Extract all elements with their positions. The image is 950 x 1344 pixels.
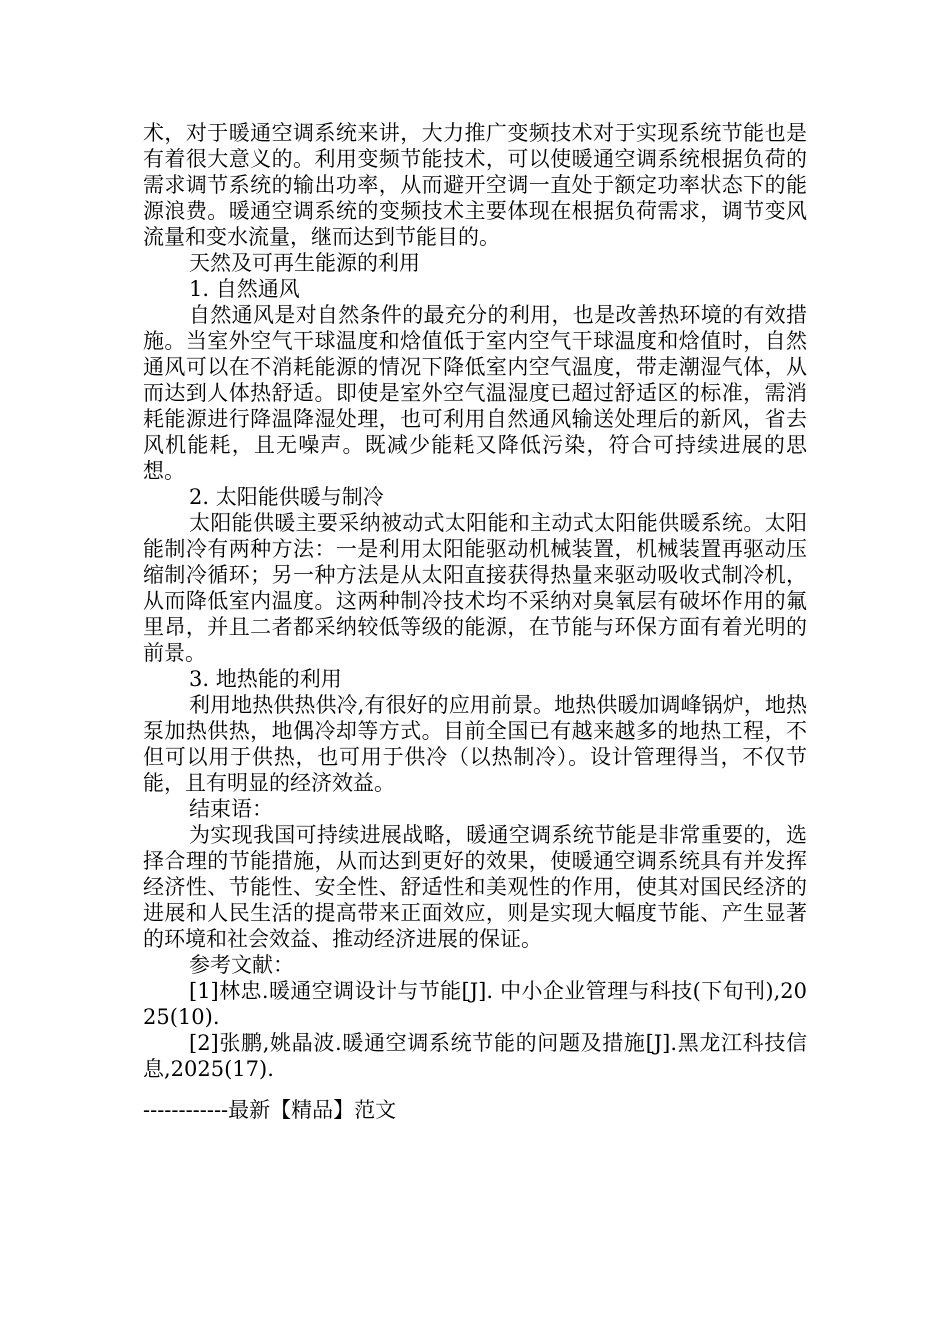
paragraph-conclusion: 为实现我国可持续进展战略，暖通空调系统节能是非常重要的，选择合理的节能措施，从而达到更好的效果，使暖通空调系统具有并发挥经济性、节能性、安全性、舒适性和美观性的作用，使其对国民经济的进展和人民生活的提高带来正面效应，则是实现大幅度节能、产生显著的环境和社会效益、推动经济进展的保证。 [143, 823, 807, 951]
heading-conclusion: 结束语： [189, 797, 273, 821]
heading-natural-ventilation: 1. 自然通风 [189, 277, 300, 301]
reference-item: [2]张鹏,姚晶波.暖通空调系统节能的问题及措施[J].黑龙江科技信息,2025(17). [143, 1031, 807, 1081]
paragraph-natural-ventilation: 自然通风是对自然条件的最充分的利用，也是改善热环境的有效措施。当室外空气干球温度和焓值低于室内空气干球温度和焓值时，自然通风可以在不消耗能源的情况下降低室内空气温度，带走潮湿气体，从而达到人体热舒适。即使是室外空气温湿度已超过舒适区的标准，需消耗能源进行降温降湿处理，也可利用自然通风输送处理后的新风，省去风机能耗，且无噪声。既减少能耗又降低污染，符合可持续进展的思想。 [143, 303, 807, 483]
page-footer: ------------最新【精品】范文 [143, 1098, 397, 1122]
document-body [143, 120, 807, 1082]
paragraph-intro-continuation: 术，对于暖通空调系统来讲，大力推广变频技术对于实现系统节能也是有着很大意义的。利用变频节能技术，可以使暖通空调系统根据负荷的需求调节系统的输出功率，从而避开空调一直处于额定功率状态下的能源浪费。暖通空调系统的变频技术主要体现在根据负荷需求，调节变风流量和变水流量，继而达到节能目的。 [143, 121, 807, 249]
heading-geothermal: 3. 地热能的利用 [189, 667, 342, 691]
paragraph-solar: 太阳能供暖主要采纳被动式太阳能和主动式太阳能供暖系统。太阳能制冷有两种方法：一是利用太阳能驱动机械装置，机械装置再驱动压缩制冷循环；另一种方法是从太阳直接获得热量来驱动吸收式制冷机，从而降低室内温度。这两种制冷技术均不采纳对臭氧层有破坏作用的氟里昂，并且二者都采纳较低等级的能源，在节能与环保方面有着光明的前景。 [143, 511, 807, 665]
heading-renewable-energy: 天然及可再生能源的利用 [189, 251, 420, 275]
reference-item: [1]林忠.暖通空调设计与节能[J]. 中小企业管理与科技(下旬刊),2025(10). [143, 979, 807, 1029]
paragraph-geothermal: 利用地热供热供冷,有很好的应用前景。地热供暖加调峰锅炉，地热泵加热供热，地偶冷却等方式。目前全国已有越来越多的地热工程，不但可以用于供热，也可用于供冷（以热制冷）。设计管理得当，不仅节能，且有明显的经济效益。 [143, 693, 807, 795]
heading-references: 参考文献： [189, 953, 294, 977]
heading-solar: 2. 太阳能供暖与制冷 [189, 485, 384, 509]
